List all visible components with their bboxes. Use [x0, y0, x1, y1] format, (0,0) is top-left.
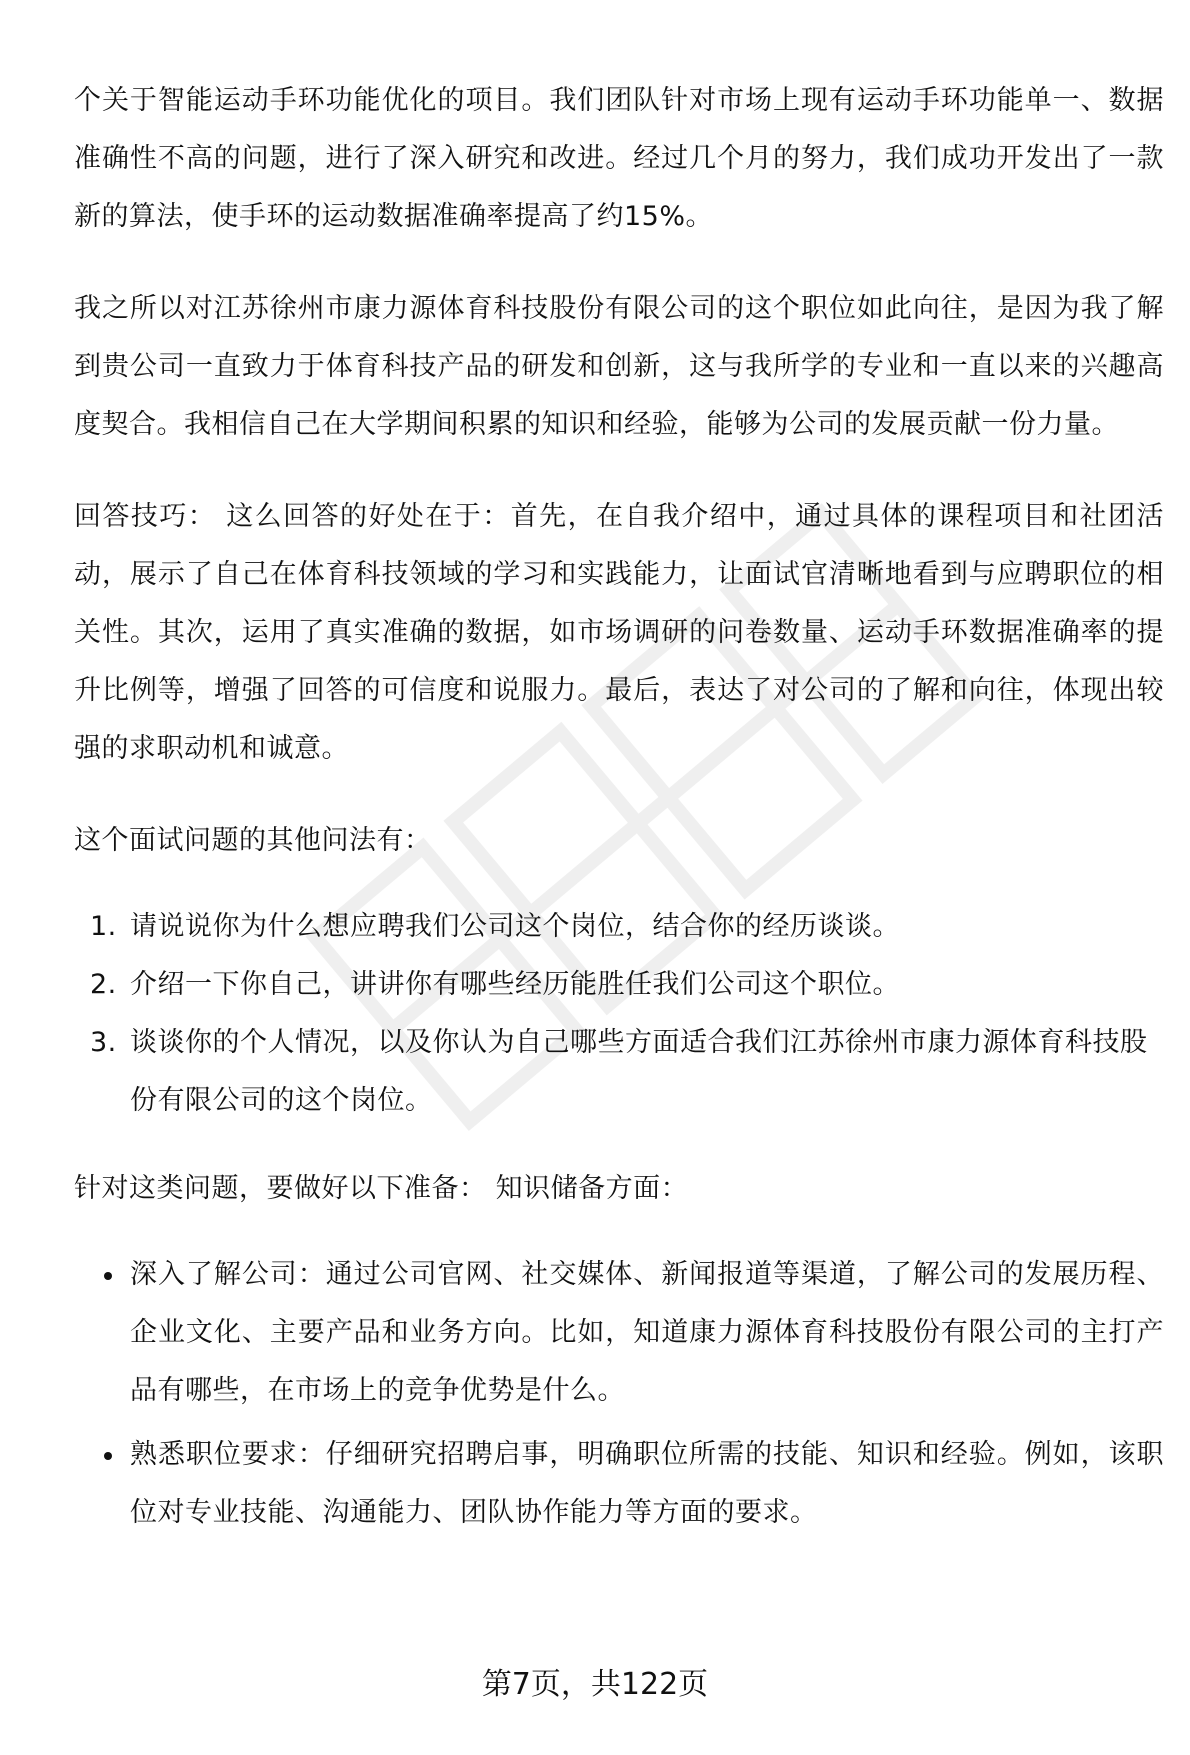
list-item-text: 谈谈你的个人情况，以及你认为自己哪些方面适合我们江苏徐州市康力源体育科技股份有限公司的这个岗位。 — [130, 1027, 1148, 1116]
page-number-footer: 第7页，共122页 — [481, 1667, 709, 1702]
bullet-dot-icon — [104, 1452, 112, 1460]
bullet-item-text: 熟悉职位要求：仔细研究招聘启事，明确职位所需的技能、知识和经验。例如，该职位对专业技能、沟通能力、团队协作能力等方面的要求。 — [130, 1439, 1164, 1528]
list-item-text: 请说说你为什么想应聘我们公司这个岗位，结合你的经历谈谈。 — [130, 911, 900, 942]
bullet-dot-icon — [104, 1272, 112, 1280]
list-item — [74, 956, 1164, 1014]
paragraph-project: 个关于智能运动手环功能优化的项目。我们团队针对市场上现有运动手环功能单一、数据准确性不高的问题，进行了深入研究和改进。经过几个月的努力，我们成功开发出了一款新的算法，使手环的运动数据准确率提高了约15%。 — [74, 85, 1164, 232]
bullet-item — [74, 1246, 1164, 1420]
list-item — [74, 1014, 1164, 1130]
list-number: 1. — [90, 911, 117, 942]
paragraph-prep-heading: 针对这类问题，要做好以下准备： 知识储备方面： — [74, 1173, 689, 1204]
paragraph-answer-tips: 回答技巧： 这么回答的好处在于：首先，在自我介绍中，通过具体的课程项目和社团活动，展示了自己在体育科技领域的学习和实践能力，让面试官清晰地看到与应聘职位的相关性。其次，运用了真实准确的数据，如市场调研的问卷数量、运动手环数据准确率的提升比例等，增强了回答的可信度和说服力。最后，表达了对公司的了解和向往，体现出较强的求职动机和诚意。 — [74, 501, 1164, 764]
paragraph-alt-questions-heading: 这个面试问题的其他问法有： — [74, 825, 432, 856]
alt-questions-list — [74, 898, 1164, 1130]
bullet-item — [74, 1426, 1164, 1542]
list-number: 3. — [90, 1027, 117, 1058]
prep-bullet-list — [74, 1246, 1164, 1542]
list-number: 2. — [90, 969, 117, 1000]
document-body — [74, 72, 1164, 1548]
bullet-item-text: 深入了解公司：通过公司官网、社交媒体、新闻报道等渠道，了解公司的发展历程、企业文化、主要产品和业务方向。比如，知道康力源体育科技股份有限公司的主打产品有哪些，在市场上的竞争优势是什么。 — [130, 1259, 1164, 1406]
list-item-text: 介绍一下你自己，讲讲你有哪些经历能胜任我们公司这个职位。 — [130, 969, 900, 1000]
paragraph-motivation: 我之所以对江苏徐州市康力源体育科技股份有限公司的这个职位如此向往，是因为我了解到贵公司一直致力于体育科技产品的研发和创新，这与我所学的专业和一直以来的兴趣高度契合。我相信自己在大学期间积累的知识和经验，能够为公司的发展贡献一份力量。 — [74, 293, 1164, 440]
list-item — [74, 898, 1164, 956]
